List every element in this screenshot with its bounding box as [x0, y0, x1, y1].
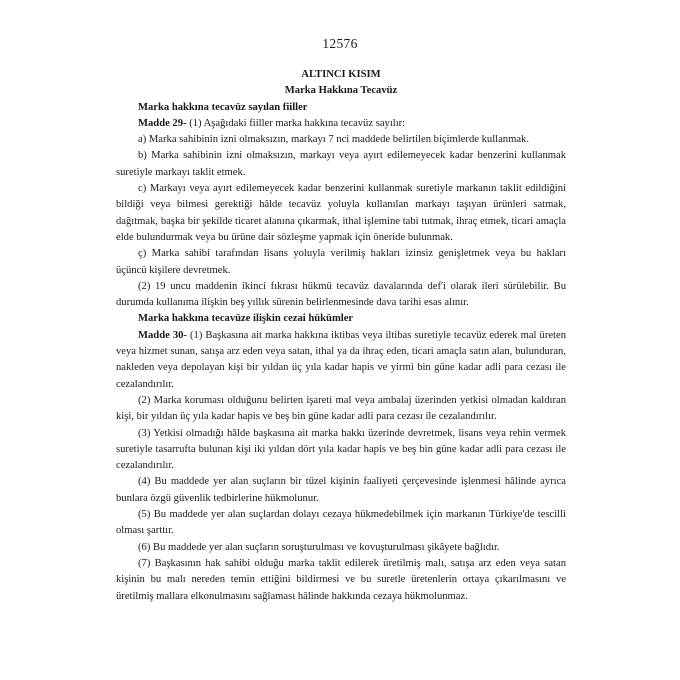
article-29-item-a: a) Marka sahibinin izni olmaksızın, markayı 7 nci maddede belirtilen biçimlerde kullanmak. [138, 134, 529, 146]
article-29-paragraph-1 [116, 116, 566, 132]
article-29-item-b: b) Marka sahibinin izni olmaksızın, markayı veya ayırt edilemeyecek kadar benzerini kullanmak suretiyle markayı taklit etmek. [116, 150, 566, 178]
chapter-title: Marka Hakkına Tecavüz [284, 85, 398, 97]
article-30-label: Madde 30- [138, 329, 187, 341]
article-29-item-cc: ç) Marka sahibi tarafından lisans yoluyla verilmiş hakları izinsiz genişletmek veya bu hakları üçüncü kişilere devretmek. [116, 248, 566, 276]
document-body [116, 67, 566, 605]
article-30-paragraph-2: (2) Marka koruması olduğunu belirten işareti mal veya ambalaj üzerinden yetkisi olmadan kaldıran kişi, bir yıldan üç yıla kadar hapis ve beş bin güne kadar adli para cezası ile cezalandırılır. [116, 394, 566, 423]
article-29-paragraph-2: (2) 19 uncu maddenin ikinci fıkrası hükmü tecavüz davalarında def'i olarak ileri sürülebilir. Bu durumda kullanıma ilişkin beş yıllık sürenin belirlenmesinde dava tarihi esas alınır. [116, 280, 566, 309]
article-30-paragraph-7: (7) Başkasının hak sahibi olduğu marka taklit edilerek üretilmiş malı, satışa arz eden veya satan kişinin bu malı nereden temin ettiğini bildirmesi ve bu suretle üretenlerin ortaya çıkarılmasını ve üretilmiş mallara elkonulmasını sağlaması hâlinde hakkında cezaya hükmolunmaz. [116, 557, 566, 602]
section-title: ALTINCI KISIM [301, 69, 381, 80]
article-29-intro: (1) Aşağıdaki fiiller marka hakkına tecavüz sayılır: [186, 117, 406, 129]
article-29-item-c: c) Markayı veya ayırt edilemeyecek kadar benzerini kullanmak suretiyle markanın taklit edildiğini bildiği veya bilmesi gerektiği hâlde tecavüz yoluyla kullanılan markayı taşıyan ürünleri satmak, dağıtmak, başka bir şekilde ticaret alanına çıkarmak, ithal işlemine tabi tutmak, ihraç etmek, ticari amaçla elde bulundurmak veya bu ürüne dair sözleşme yapmak için öneride bulunmak. [116, 183, 566, 243]
article-30-paragraph-3: (3) Yetkisi olmadığı hâlde başkasına ait marka hakkı üzerinde devretmek, lisans veya rehin vermek suretiyle tasarrufta bulunan kişi iki yıldan dört yıla kadar hapis ve beş bin güne kadar adli para cezası ile cezalandırılır. [116, 427, 566, 472]
article-30-paragraph-6: (6) Bu maddede yer alan suçların soruşturulması ve kovuşturulması şikâyete bağlıdır. [138, 541, 500, 553]
article-30-paragraph-1-text: (1) Başkasına ait marka hakkına iktibas veya iltibas suretiyle tecavüz ederek mal üreten veya hizmet sunan, satışa arz eden veya satan, ithal ya da ihraç eden, ticari amaçla satın alan, bulunduran, nakleden veya depolayan kişi bir yıldan üç yıla kadar hapis ve yirmi bin güne kadar adli para cezası ile cezalandırılır. [116, 329, 566, 390]
article-30-paragraph-1 [116, 328, 566, 393]
article-30-subheading: Marka hakkına tecavüze ilişkin cezai hükümler [138, 313, 354, 325]
article-29-subheading: Marka hakkına tecavüz sayılan fiiller [138, 101, 308, 113]
page-number: 12576 [322, 36, 358, 51]
article-30-paragraph-4: (4) Bu maddede yer alan suçların bir tüzel kişinin faaliyeti çerçevesinde işlenmesi hâlinde ayrıca bunlara özgü güvenlik tedbirlerine hükmolunur. [116, 476, 566, 504]
article-29-label: Madde 29- [138, 117, 187, 129]
article-30-paragraph-5: (5) Bu maddede yer alan suçlardan dolayı cezaya hükmedebilmek için markanın Türkiye'de tescilli olması şarttır. [116, 509, 566, 537]
